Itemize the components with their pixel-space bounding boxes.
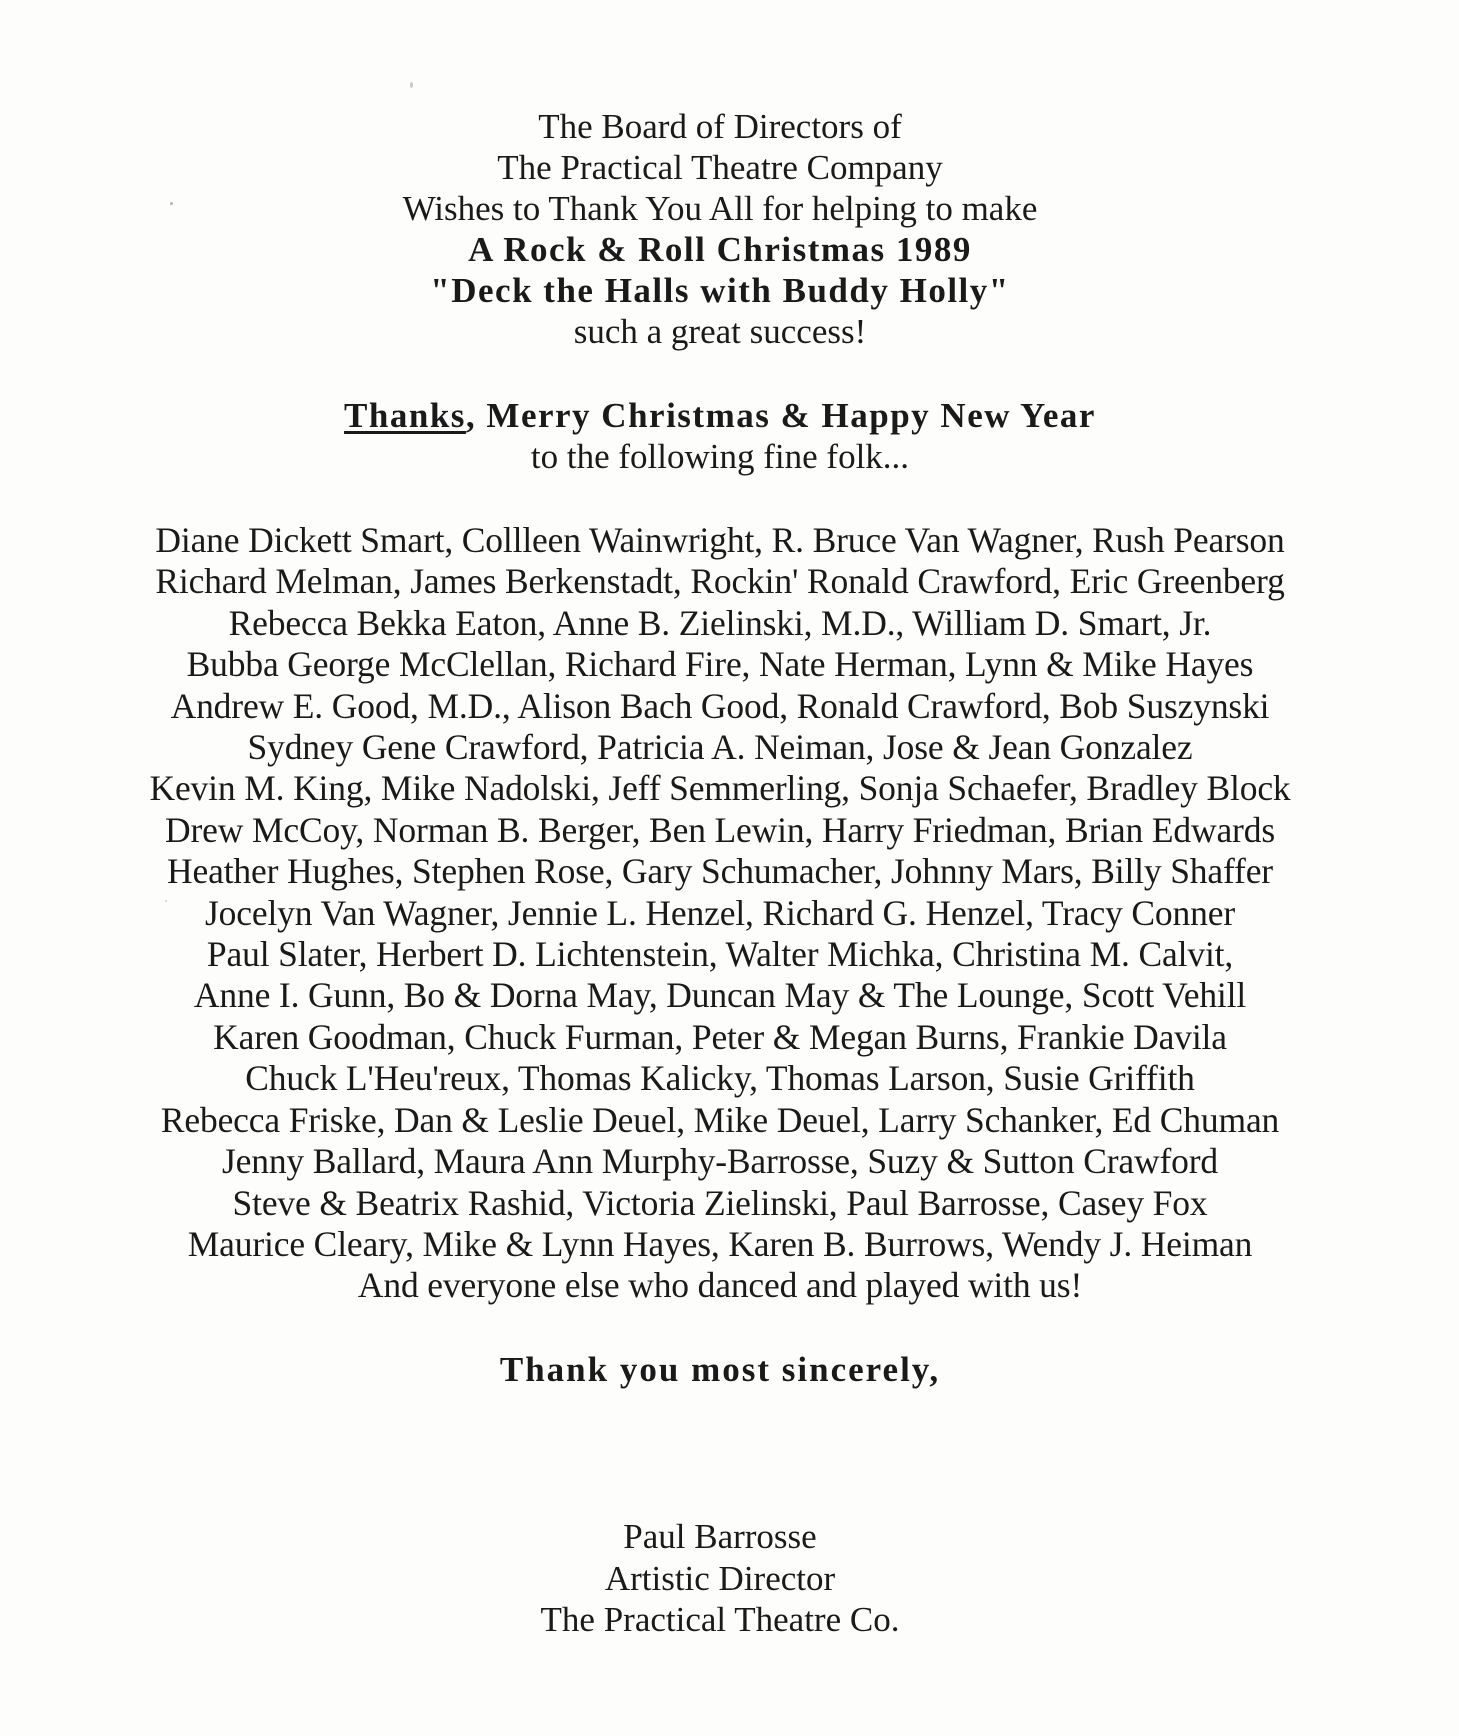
greeting-block: [0, 395, 1440, 477]
greeting-subline: to the following fine folk...: [530, 437, 910, 476]
names-line: Maurice Cleary, Mike & Lynn Hayes, Karen B. Burrows, Wendy J. Heiman: [187, 1223, 1253, 1264]
names-line: Bubba George McClellan, Richard Fire, Nate Herman, Lynn & Mike Hayes: [186, 644, 1254, 685]
names-line: Heather Hughes, Stephen Rose, Gary Schumacher, Johnny Mars, Billy Shaffer: [167, 851, 1273, 892]
closing-line: Thank you most sincerely,: [499, 1350, 941, 1389]
header-line-board: The Board of Directors of: [538, 107, 902, 146]
names-line: Diane Dickett Smart, Collleen Wainwright, R. Bruce Van Wagner, Rush Pearson: [155, 520, 1285, 560]
names-line: Richard Melman, James Berkenstadt, Rockin' Ronald Crawford, Eric Greenberg: [155, 561, 1285, 602]
signer-title: Artistic Director: [604, 1558, 836, 1598]
names-line: Paul Slater, Herbert D. Lichtenstein, Walter Michka, Christina M. Calvit,: [206, 934, 1234, 975]
names-line: Chuck L'Heu'reux, Thomas Kalicky, Thomas Larson, Susie Griffith: [245, 1058, 1195, 1099]
names-line: Jocelyn Van Wagner, Jennie L. Henzel, Richard G. Henzel, Tracy Conner: [204, 892, 1236, 933]
names-line: Steve & Beatrix Rashid, Victoria Zielinski, Paul Barrosse, Casey Fox: [232, 1182, 1208, 1223]
names-line-everyone-else: And everyone else who danced and played with us!: [357, 1265, 1083, 1306]
header-line-company: The Practical Theatre Company: [497, 148, 943, 187]
names-line: Anne I. Gunn, Bo & Dorna May, Duncan May & The Lounge, Scott Vehill: [193, 975, 1247, 1016]
signer-name: Paul Barrosse: [623, 1517, 817, 1556]
names-line: Andrew E. Good, M.D., Alison Bach Good, Ronald Crawford, Bob Suszynski: [170, 685, 1270, 726]
greeting-rest: , Merry Christmas & Happy New Year: [465, 396, 1096, 435]
event-title: A Rock & Roll Christmas 1989: [468, 230, 972, 269]
letter-header: [0, 106, 1440, 352]
header-line-success: such a great success!: [573, 312, 867, 351]
scan-speck: [410, 82, 413, 88]
header-line-wishes: Wishes to Thank You All for helping to make: [402, 189, 1038, 228]
names-line: Kevin M. King, Mike Nadolski, Jeff Semmerling, Sonja Schaefer, Bradley Block: [149, 768, 1291, 809]
signer-organization: The Practical Theatre Co.: [540, 1600, 900, 1639]
names-line: Rebecca Bekka Eaton, Anne B. Zielinski, M.D., William D. Smart, Jr.: [228, 602, 1212, 643]
signature-block: [0, 1516, 1440, 1641]
event-subtitle: "Deck the Halls with Buddy Holly": [430, 271, 1010, 310]
names-line: Rebecca Friske, Dan & Leslie Deuel, Mike Deuel, Larry Schanker, Ed Chuman: [160, 1099, 1280, 1140]
names-line: Karen Goodman, Chuck Furman, Peter & Megan Burns, Frankie Davila: [213, 1016, 1227, 1057]
names-line: Jenny Ballard, Maura Ann Murphy-Barrosse, Suzy & Sutton Crawford: [221, 1141, 1219, 1182]
thanks-word: Thanks: [344, 396, 466, 435]
names-line: Sydney Gene Crawford, Patricia A. Neiman, Jose & Jean Gonzalez: [247, 727, 1193, 768]
names-list: [0, 520, 1440, 1307]
names-line: Drew McCoy, Norman B. Berger, Ben Lewin, Harry Friedman, Brian Edwards: [164, 809, 1275, 850]
greeting-headline: [0, 395, 1440, 436]
